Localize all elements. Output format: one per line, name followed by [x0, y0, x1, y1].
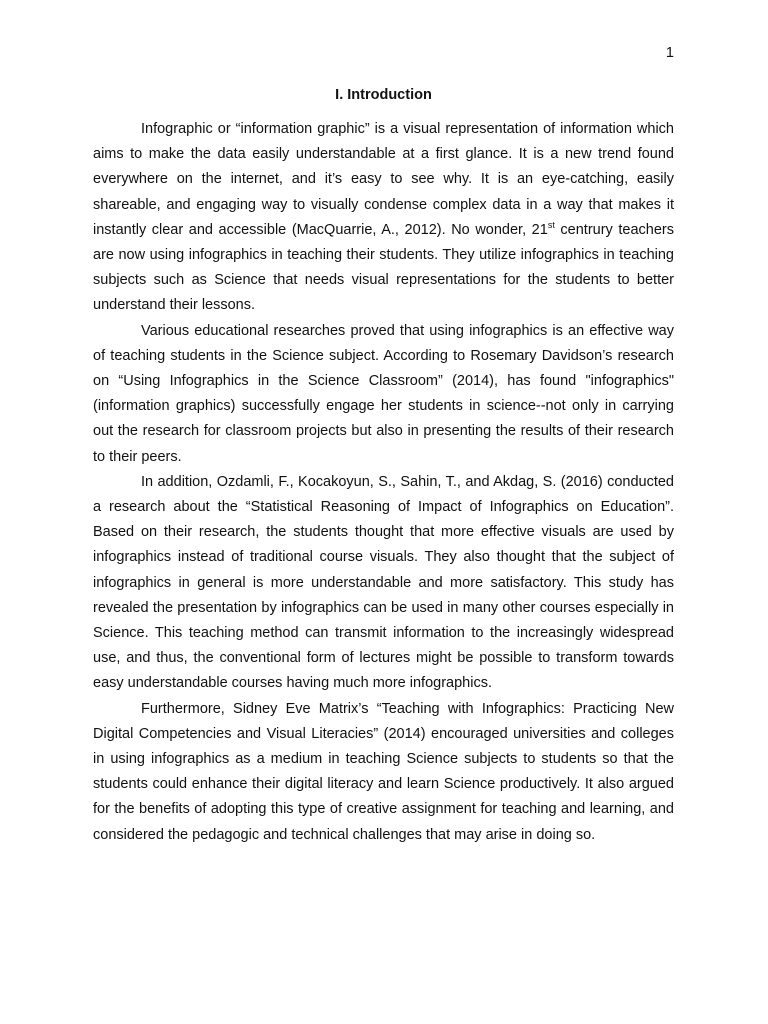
paragraph-4: Furthermore, Sidney Eve Matrix’s “Teaching with Infographics: Practicing New Digital Competencies and Visual Literacies” (2014) encouraged universities and colleges in using infographics as a medium in teaching Science subjects to students so that the students could enhance their digital literacy and learn Science productively. It also argued for the benefits of adopting this type of creative assignment for teaching and learning, and considered the pedagogic and technical challenges that may arise in doing so. — [93, 700, 674, 843]
paragraph-1 — [93, 117, 674, 319]
body-text — [93, 117, 674, 848]
section-heading: I. Introduction — [335, 87, 432, 103]
paragraph-1-text-b: centrury teachers are now using infographics in teaching their students. They utilize infographics in teaching subjects such as Science that needs visual representations for the students to better understand their lessons. — [93, 221, 674, 314]
page-number: 1 — [665, 45, 674, 61]
paragraph-3: In addition, Ozdamli, F., Kocakoyun, S., Sahin, T., and Akdag, S. (2016) conducted a research about the “Statistical Reasoning of Impact of Infographics on Education”. Based on their research, the students thought that more effective visuals are used by infographics instead of traditional course visuals. They also thought that the subject of infographics in general is more understandable and more satisfactory. This study has revealed the presentation by infographics can be used in many other courses especially in Science. This teaching method can transmit information to the increasingly widespread use, and thus, the conventional form of lectures might be possible to transform towards easy understandable courses having much more infographics. — [93, 473, 674, 692]
paragraph-1-text-a: Infographic or “information graphic” is a visual representation of information which aims to make the data easily understandable at a first glance. It is a new trend found everywhere on the internet, and it’s easy to see why. It is an eye-catching, easily shareable, and engaging way to visually condense complex data in a way that makes it instantly clear and accessible (MacQuarrie, A., 2012). No wonder, 21 — [93, 121, 674, 238]
paragraph-2: Various educational researches proved that using infographics is an effective way of teaching students in the Science subject. According to Rosemary Davidson’s research on “Using Infographics in the Science Classroom” (2014), has found "infographics" (information graphics) successfully engage her students in science--not only in carrying out the research for classroom projects but also in presenting the results of their research to their peers. — [93, 322, 674, 465]
ordinal-superscript: st — [547, 219, 555, 230]
